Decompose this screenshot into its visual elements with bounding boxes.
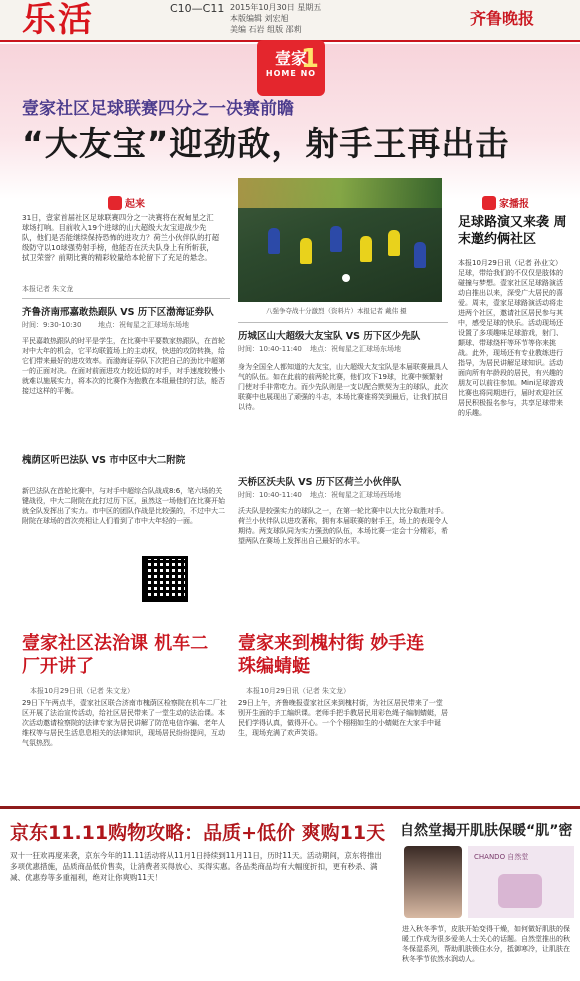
cream-jar-icon [498,874,542,908]
match1-time: 时间：9:30-10:30 [22,321,82,329]
badge-number: 1 [300,44,319,74]
publication-info [230,2,321,35]
chando-ad-headline: 自然堂揭开肌肤保暖“肌”密 [400,823,573,839]
badge-subtitle: HOME NO [265,69,317,78]
match-photo [238,178,442,302]
match4-text: 沃夫队是较强实力的球队之一，在第一轮比赛中以大比分取胜对手。荷兰小伙伴队以进攻著称，拥有本届联赛的射手王，场上的表现令人期待。两支球队同为实力强劲的队伍，本场比赛一定会十分精彩，希望两队在赛场上发挥出自己最好的水平。 [238,507,448,545]
chando-ad-text: 进入秋冬季节，皮肤开始变得干燥，如何做好肌肤的保暖工作成为很多爱美人士关心的话题。自然堂推出的秋冬保湿系列，帮助肌肤锁住水分，抵御寒冷，让肌肤在秋冬季节依然水润动人。 [402,925,570,963]
player-figure [388,230,400,256]
knot-headline: 壹家来到槐村街 妙手连珠编蜻蜓 [238,633,425,677]
photo-caption: 八强争夺战十分激烈（资料片）本报记者 戴伟 摄 [266,307,407,315]
knot-text: 29日上午，齐鲁晚报壹家社区来到槐村街，为社区居民带来了一堂别开生面的手工编织课。老师手把手教居民用彩色绳子编制蜻蜓，居民们学得认真，做得开心。一个个栩栩如生的小蜻蜓在大家手中诞生，现场充满了欢声笑语。 [238,699,448,737]
badge-title: 壹家 [274,49,307,68]
match4-venue: 地点：祝甸星之汇球场西场地 [310,491,401,499]
divider [22,298,230,299]
match4-time: 时间：10:40-11:40 [238,491,302,499]
player-figure [414,242,426,268]
section-logo: 乐活 [22,0,94,40]
feature-headline: “大友宝”迎劲敌，射手王再出击 [22,124,510,163]
newspaper-brand: 齐鲁晚报 [470,9,535,28]
match3-time: 时间：10:40-11:40 [238,345,302,353]
match3-teams: 历城区山大超级大友宝队 VS 历下区少先队 [238,331,421,342]
jd-ad-headline: 京东11.11购物攻略：品质+低价 爽购11天 [10,822,386,844]
page-numbers: C10—C11 [170,2,225,15]
pub-editor: 本版编辑 刘宏旭 [230,14,289,23]
law-byline: 本报10月29日讯（记者 朱文龙） [30,687,135,695]
gift-icon [482,196,496,210]
right-headline: 足球路演又来袭 周末邀约俩社区 [458,215,567,247]
match3-text: 身为全国全人都知道的大友宝，山大超级大友宝队是本届联赛最具人气的队伍。如在此前的前两轮比赛，他们攻下19球，比赛中频繁射门使对手非常吃力。而少先队则是一支以配合默契为主的球队，此次联赛中也展现出了顽强的斗志，本场比赛谁将笑到最后，让我们拭目以待。 [238,363,448,411]
divider [238,322,448,323]
intro-byline: 本报记者 朱文龙 [22,285,74,293]
knot-byline: 本报10月29日讯（记者 朱文龙） [246,687,351,695]
player-figure [300,238,312,264]
feature-kicker: 壹家社区足球联赛四分之一决赛前瞻 [22,99,294,119]
pub-date: 2015年10月30日 星期五 [230,3,322,12]
match1-venue: 地点：祝甸星之汇球场东场地 [98,321,189,329]
ball-icon [342,274,350,282]
player-figure [360,236,372,262]
qr-code [142,556,188,602]
law-text: 29日下午两点半，壹家社区联合济南市槐荫区检察院在机车二厂社区开展了法治宣传活动，给社区居民带来了一堂生动的法治课。本次活动邀请检察院的法律专家为居民讲解了防范电信诈骗、老年人维权等与居民生活息息相关的法律知识，现场居民纷纷提问，互动气氛热烈。 [22,699,227,747]
match1-text: 平民嘉敢热跟队的时平是学生，在比赛中平要数家热跟队，在首轮对中大年的机会，它平均联篮场上的主动权，快进的攻防转换，给它们带来最好的进攻效率。而渤海证券队下次把自己的劲比中超第一的正面对决。在面对前面进攻力较近似的对手，对手速度较慢小就难以施展实力，将本次的比赛作为抱教在本组最佳的打法，能否接过这样的平衡。 [22,337,225,395]
gift-icon [108,196,122,210]
pub-design: 美编 石岩 组版 邵莉 [230,25,302,34]
jd-ad-text: 双十一狂欢再度来袭，京东今年的11.11活动将从11月1日持续到11月11日，历时11天。活动期间，京东将推出多项优惠措施，品质商品低价售卖，让消费者买得放心、买得实惠。各品类商品均有大幅度折扣，更有秒杀、满减、优惠券等多重福利，绝对让你爽购11天！ [10,851,382,882]
match1-teams: 齐鲁济南邢嘉敢热跟队 VS 历下区渤海证券队 [22,307,214,318]
chando-brand-label: CHANDO 自然堂 [474,853,529,861]
match4-teams: 天桥区沃夫队 VS 历下区荷兰小伙伴队 [238,477,402,488]
match2-text: 新巴法队在首轮比赛中，与对手中超综合队战成8:6，笔六场的关键战役，中大二附院在此打过历下区，虽然这一场他们在比赛开始就全队发挥出了实力。市中区的团队作战是比较强的，不过中大二附院在球场的首次亮相让人们看到了市中大年轻的一面。 [22,487,225,525]
right-section-label: 家播报 [482,192,529,211]
right-text: 本报10月29日讯（记者 孙业文）足球，带给我们的不仅仅是肢体的碰撞与梦想。壹家社区足球路演活动自推出以来，深受广大居民的喜爱。周末，壹家足球路演活动将走进两个社区，邀请社区居民参与其中，感受足球的快乐。活动现场还设置了多项趣味足球游戏，射门、颠球、带球绕杆等环节等你来挑战。此外，现场还有专业教练进行指导，为居民讲解足球知识。活动面向所有年龄段的居民，有兴趣的朋友可以前往参加。Mini足球游戏比赛也将同期进行，届时欢迎社区居民积极报名参与，共享足球带来的乐趣。 [458,259,564,417]
stadium-banner [238,178,442,208]
intro-text: 31日，壹家首届社区足球联赛四分之一决赛将在祝甸星之汇球场打响。目前收入19个进球的山大超级大友宝迎战少先队，他们是否能继续保持恐怖的进攻力？荷兰小伙伴队的打超级防守以10球强势射手榜，他能否在沃夫队身上有所斩获，拭卫荣誉？前期比赛的精彩较量给本轮留下了充足的悬念。 [22,213,220,262]
law-headline: 壹家社区法治课 机车二厂开讲了 [22,633,209,677]
match3-venue: 地点：祝甸星之汇球场东场地 [310,345,401,353]
product-image [468,846,574,918]
match2-teams: 槐荫区听巴法队 VS 市中区中大二附院 [22,455,186,466]
player-figure [268,228,280,254]
intro-section-label: 起来 [108,192,145,211]
model-portrait [404,846,462,918]
home-badge [257,40,325,96]
player-figure [330,226,342,252]
